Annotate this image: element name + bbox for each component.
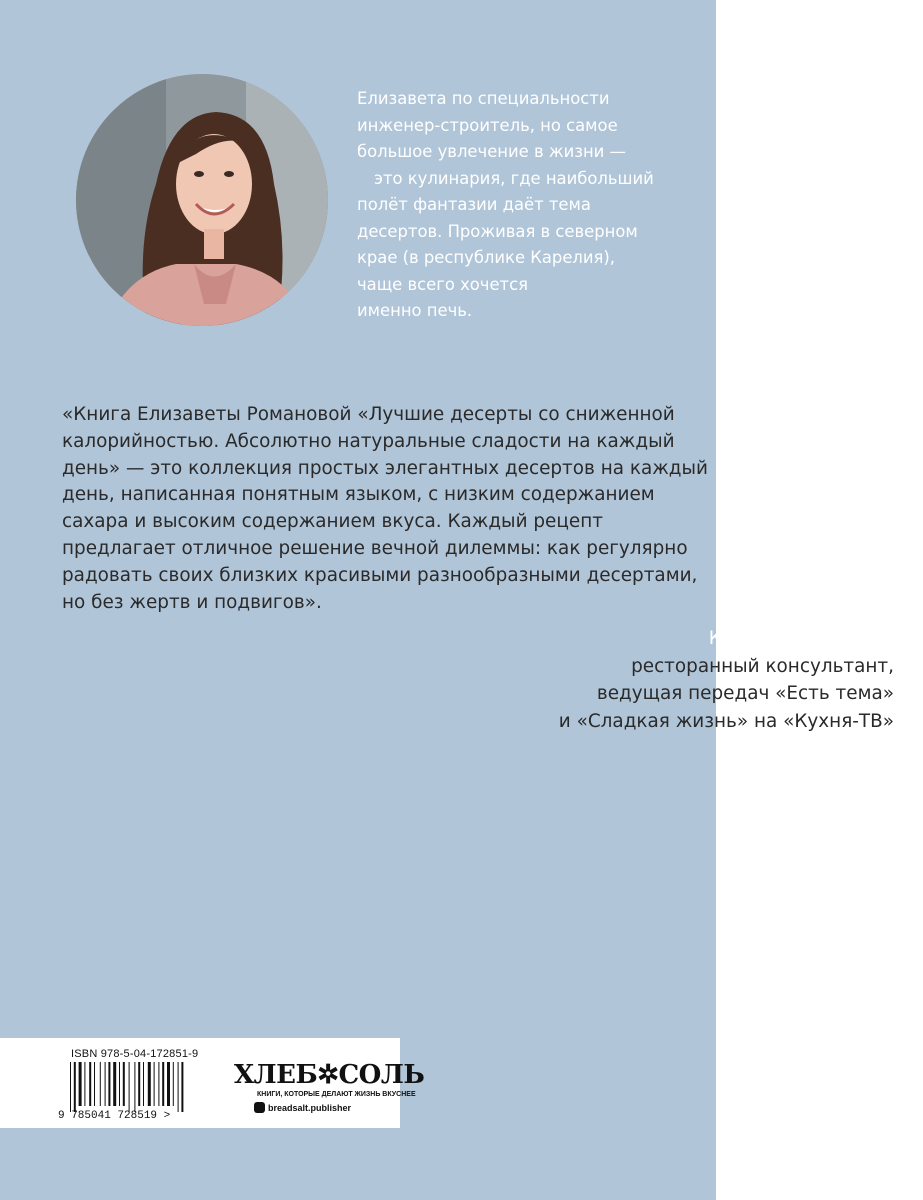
barcode-bar [173,1062,174,1106]
quote-attribution [294,625,894,735]
author-bio [357,86,697,325]
barcode-bar [129,1062,130,1112]
bio-line: чаще всего хочется [357,274,528,294]
bio-line: Елизавета по специальности [357,89,610,108]
barcode-bar [178,1062,179,1112]
quote-line: «Книга Елизаветы Романовой «Лучшие десерты со сниженной [62,404,675,425]
barcode-bar [181,1062,183,1112]
isbn-barcode [58,1062,203,1120]
barcode-bar [143,1062,144,1106]
attribution-line: ресторанный консультант, [631,655,894,677]
barcode-bar [70,1062,71,1112]
bio-line: инженер-строитель, но самое [357,115,618,135]
bio-line: именно печь. [357,301,473,320]
publisher-logo: ХЛЕБ✲СОЛЬ [234,1060,425,1090]
barcode-bar [162,1062,164,1106]
publisher-social [254,1102,351,1113]
bio-line: это кулинария, где наибольший [374,168,654,188]
publisher-tagline: КНИГИ, КОТОРЫЕ ДЕЛАЮТ ЖИЗНЬ ВКУСНЕЕ [257,1091,416,1098]
barcode-bar [105,1062,106,1106]
author-photo-illustration [76,74,328,326]
barcode-bar [84,1062,85,1106]
review-quote [62,402,708,616]
barcode-bar [79,1062,82,1106]
bio-line: крае (в республике Карелия), [357,248,616,267]
attribution-line: и «Сладкая жизнь» на «Кухня-ТВ» [558,710,894,732]
attribution-author: Катерина Агроник, [708,628,894,649]
isbn-label: ISBN 978-5-04-172851-9 [71,1048,199,1060]
barcode-bar [94,1062,95,1106]
vk-icon [254,1102,265,1113]
barcode-bar [154,1062,155,1106]
barcode-bar [74,1062,76,1112]
barcode-bar [100,1062,101,1106]
quote-line: день, написанная понятным языком, с низким содержанием [62,484,655,506]
barcode-bar [113,1062,116,1106]
bio-line: большое увлечение в жизни — [357,142,626,161]
barcode-bar [134,1062,135,1112]
quote-line: день» — это коллекция простых элегантных десертов на каждый [62,457,708,479]
author-portrait [76,74,328,326]
barcode-bar [89,1062,91,1106]
quote-line: сахара и высоким содержанием вкуса. Каждый рецепт [62,511,603,533]
quote-line: но без жертв и подвигов». [62,591,322,613]
quote-line: калорийностью. Абсолютно натуральные сладости на каждый [62,430,675,452]
publisher-handle: breadsalt.publisher [268,1102,352,1113]
barcode-digits: 9 785041 728519 > [58,1110,171,1120]
barcode-bar [138,1062,140,1106]
quote-line: предлагает отличное решение вечной дилеммы: как регулярно [62,537,688,559]
barcode-bar [119,1062,120,1106]
barcode-bar [108,1062,110,1106]
attribution-line: ведущая передач «Есть тема» [596,683,894,704]
barcode-bar [123,1062,125,1106]
bio-line: десертов. Проживая в северном [357,221,638,241]
quote-line: радовать своих близких красивыми разнообразными десертами, [62,564,698,586]
barcode-bar [158,1062,159,1106]
barcode-bar [167,1062,170,1106]
bio-line: полёт фантазии даёт тема [357,195,591,214]
barcode-bar [148,1062,151,1106]
